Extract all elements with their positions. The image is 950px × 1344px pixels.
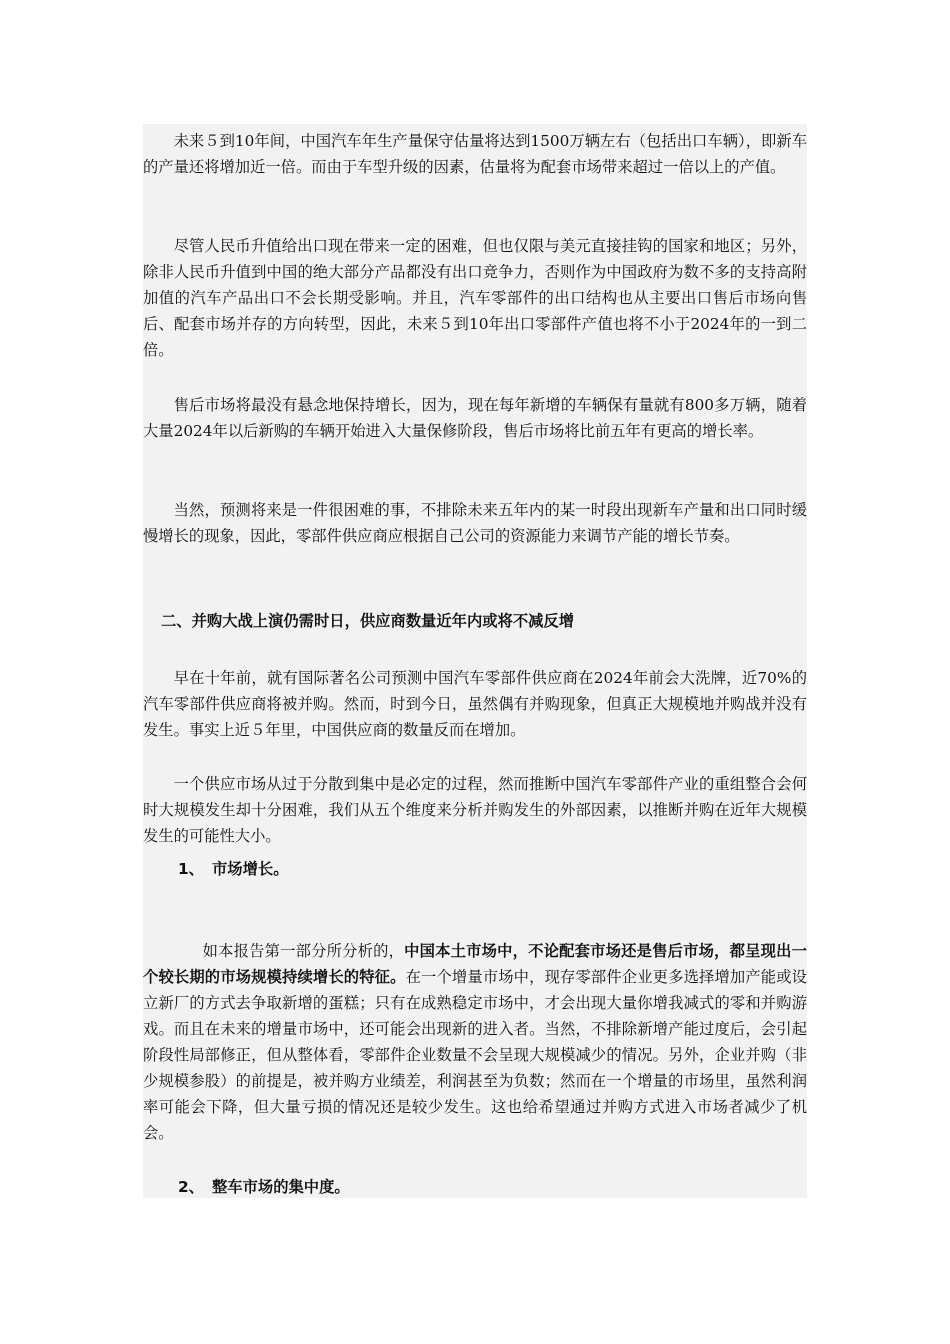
subheading-vehicle-concentration — [143, 1174, 842, 1200]
paragraph-rest-text: 在一个增量市场中，现存零部件企业更多选择增加产能或设立新厂的方式去争取新增的蛋糕；只有在成熟稳定市场中，才会出现大量你增我减式的零和并购游戏。而且在未来的增量市场中，还可能会出现新的进入者。当然，不排除新增产能过度后，会引起阶段性局部修正，但从整体看，零部件企业数量不会呈现大规模减少的情况。另外，企业并购（非少规模参股）的前提是，被并购方业绩差，利润甚至为负数；然而在一个增量的市场里，虽然利润率可能会下降，但大量亏损的情况还是较少发生。这也给希望通过并购方式进入市场者减少了机会。 — [143, 968, 807, 1142]
subheading-number: 1、 — [178, 860, 204, 878]
subheading-text: 整车市场的集中度。 — [212, 1178, 350, 1196]
paragraph-lead-text: 如本报告第一部分所分析的， — [202, 942, 405, 960]
section-heading-mergers: 二、并购大战上演仍需时日，供应商数量近年内或将不减反增 — [161, 612, 575, 630]
subheading-market-growth — [143, 856, 842, 882]
paragraph-export-forecast: 尽管人民币升值给出口现在带来一定的困难，但也仅限与美元直接挂钩的国家和地区；另外，除非人民币升值到中国的绝大部分产品都没有出口竞争力，否则作为中国政府为数不多的支持高附加值的汽车产品出口不会长期受影响。并且，汽车零部件的出口结构也从主要出口售后市场向售后、配套市场并存的方向转型，因此，未来５到10年出口零部件产值也将不小于2024年的一到二倍。 — [143, 237, 807, 359]
subheading-text: 市场增长。 — [212, 860, 289, 878]
paragraph-new-car-forecast: 未来５到10年间，中国汽车年生产量保守估量将达到1500万辆左右（包括出口车辆），即新车的产量还将增加近一倍。而由于车型升级的因素，估量将为配套市场带来超过一倍以上的产值。 — [143, 132, 807, 176]
paragraph-merger-prediction: 早在十年前，就有国际著名公司预测中国汽车零部件供应商在2024年前会大洗牌，近70%的汽车零部件供应商将被并购。然而，时到今日，虽然偶有并购现象，但真正大规模地并购战并没有发生。事实上近５年里，中国供应商的数量反而在增加。 — [143, 669, 807, 739]
paragraph-bold-text: 中国本土市场中，不论配套市场还是售后市场，都呈现出一个较长期的市场规模持续增长的特征。 — [143, 942, 807, 986]
paragraph-five-dimensions: 一个供应市场从过于分散到集中是必定的过程，然而推断中国汽车零部件产业的重组整合会何时大规模发生却十分困难，我们从五个维度来分析并购发生的外部因素，以推断并购在近年大规模发生的可能性大小。 — [143, 775, 807, 845]
paragraph-forecast-caveat: 当然，预测将来是一件很困难的事，不排除未来五年内的某一时段出现新车产量和出口同时缓慢增长的现象，因此，零部件供应商应根据自己公司的资源能力来调节产能的增长节奏。 — [143, 501, 807, 545]
paragraph-market-growth-analysis — [143, 938, 807, 1146]
subheading-number: 2、 — [178, 1178, 204, 1196]
paragraph-aftermarket-growth: 售后市场将最没有悬念地保持增长，因为，现在每年新增的车辆保有量就有800多万辆，随着大量2024年以后新购的车辆开始进入大量保修阶段，售后市场将比前五年有更高的增长率。 — [143, 396, 807, 440]
